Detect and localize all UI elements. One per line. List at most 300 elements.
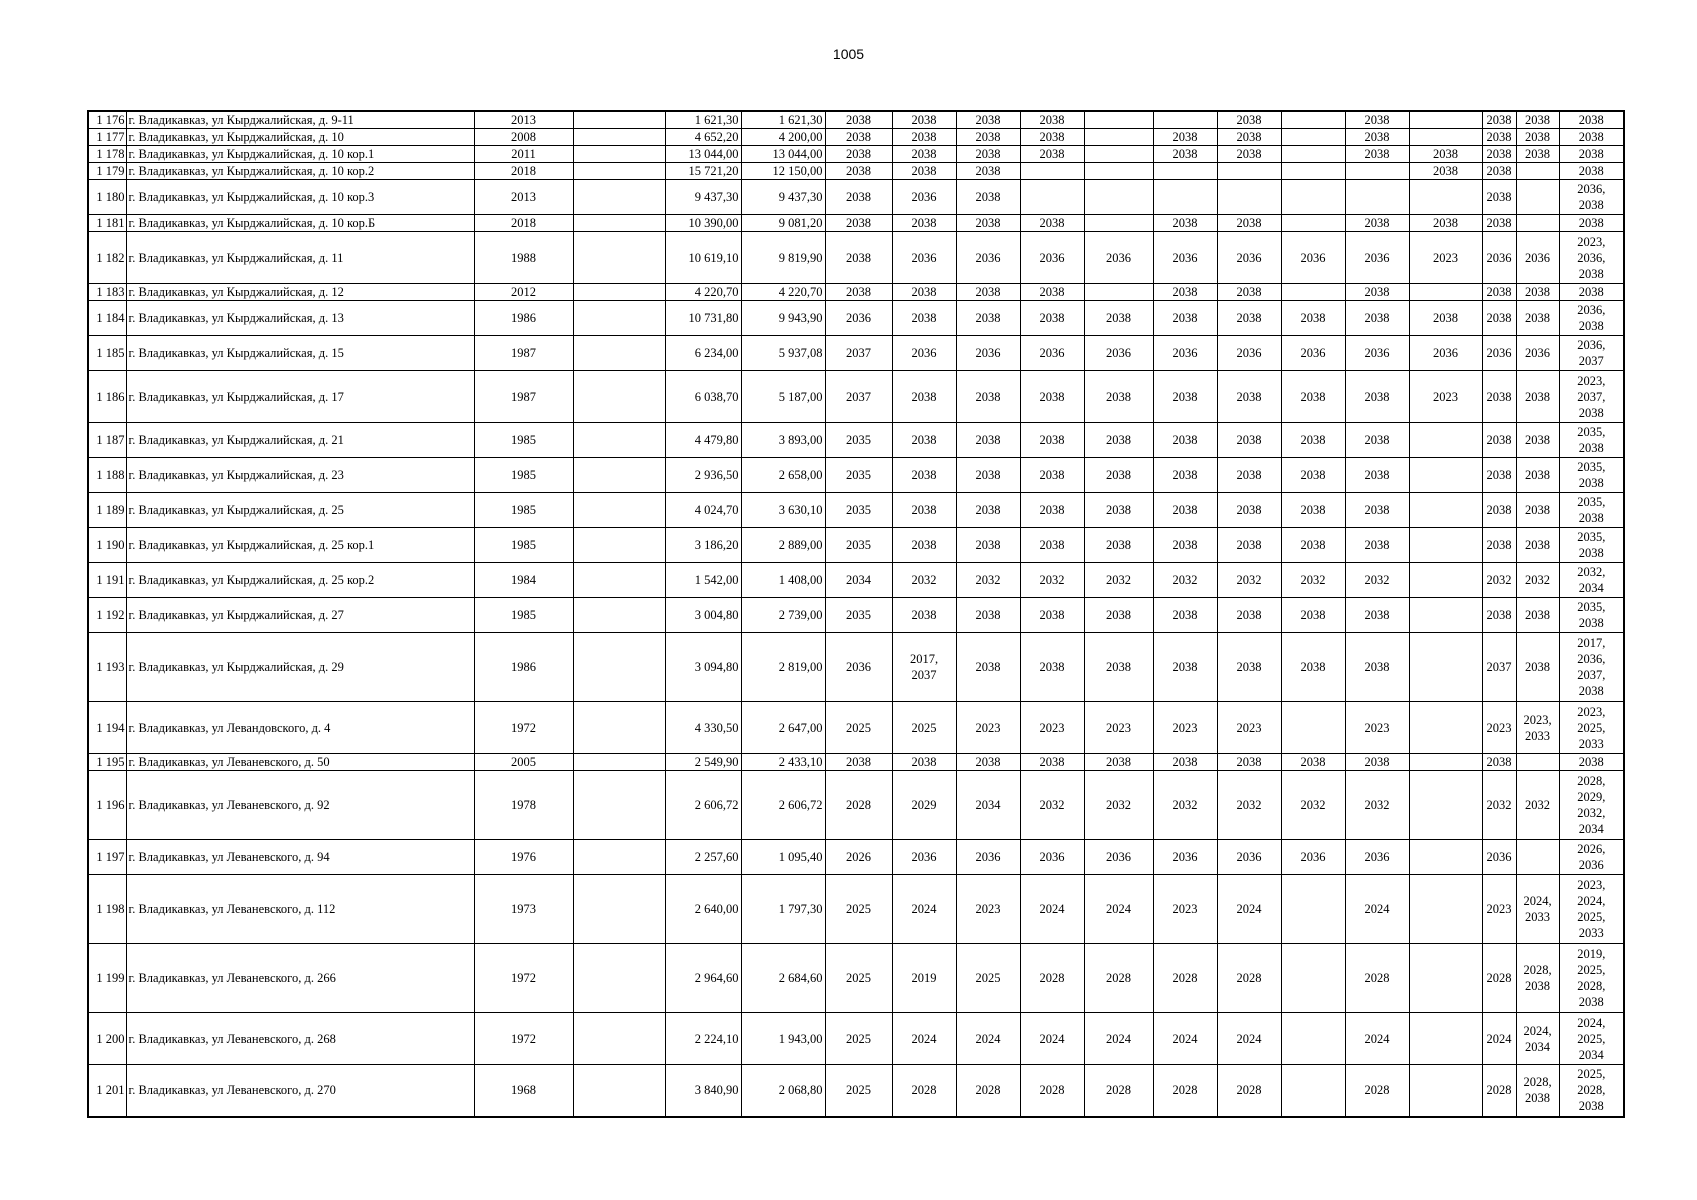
- address-cell: г. Владикавказ, ул Кырджалийская, д. 11: [126, 232, 474, 284]
- repair-year-cell: 2038: [892, 458, 956, 493]
- table-row: [88, 336, 1624, 371]
- living-area-cell: 1 408,00: [741, 563, 825, 598]
- repair-year-cell: [1084, 129, 1153, 146]
- living-area-cell: 3 893,00: [741, 423, 825, 458]
- repair-year-cell: 2036: [1516, 336, 1559, 371]
- build-year-cell: 2018: [474, 215, 573, 232]
- repair-year-cell: 2038: [1516, 493, 1559, 528]
- repair-year-cell: 2038: [1020, 528, 1084, 563]
- repair-year-cell: [1020, 163, 1084, 180]
- build-year-cell: 1985: [474, 423, 573, 458]
- repair-year-cell: 2023: [1153, 702, 1217, 754]
- repair-year-cell: [1516, 754, 1559, 771]
- repair-year-cell: 2038: [1559, 111, 1624, 129]
- repair-year-cell: 2036: [1482, 840, 1516, 875]
- repair-year-cell: 2038: [1217, 423, 1281, 458]
- repair-year-cell: 2038: [1516, 458, 1559, 493]
- repair-year-cell: 2032: [1020, 563, 1084, 598]
- repair-year-cell: 2038: [956, 111, 1020, 129]
- repair-year-cell: 2023: [1409, 232, 1482, 284]
- repair-year-cell: 2028: [1084, 1065, 1153, 1117]
- repair-year-cell: [1281, 875, 1345, 944]
- living-area-cell: 2 684,60: [741, 944, 825, 1013]
- empty-cell: [573, 163, 665, 180]
- repair-year-cell: 2038: [1409, 301, 1482, 336]
- build-year-cell: 2011: [474, 146, 573, 163]
- repair-year-cell: 2024: [1345, 875, 1409, 944]
- repair-year-cell: 2035, 2038: [1559, 493, 1624, 528]
- repair-year-cell: 2036: [1281, 336, 1345, 371]
- build-year-cell: 1985: [474, 458, 573, 493]
- repair-year-cell: [1409, 1065, 1482, 1117]
- repair-year-cell: 2024: [892, 875, 956, 944]
- repair-year-cell: [1516, 180, 1559, 215]
- repair-year-cell: 2029: [892, 771, 956, 840]
- repair-year-cell: 2038: [892, 111, 956, 129]
- total-area-cell: 13 044,00: [665, 146, 741, 163]
- repair-year-cell: 2036, 2038: [1559, 301, 1624, 336]
- empty-cell: [573, 180, 665, 215]
- repair-year-cell: 2028: [825, 771, 892, 840]
- repair-year-cell: 2028: [1217, 1065, 1281, 1117]
- repair-year-cell: 2032, 2034: [1559, 563, 1624, 598]
- empty-cell: [573, 129, 665, 146]
- repair-year-cell: 2023: [1020, 702, 1084, 754]
- empty-cell: [573, 371, 665, 423]
- repair-year-cell: 2036: [1217, 336, 1281, 371]
- repair-year-cell: [1409, 423, 1482, 458]
- repair-year-cell: 2038: [825, 232, 892, 284]
- repair-year-cell: 2038: [1482, 423, 1516, 458]
- build-year-cell: 1978: [474, 771, 573, 840]
- repair-year-cell: 2019, 2025, 2028, 2038: [1559, 944, 1624, 1013]
- repair-year-cell: 2032: [1482, 563, 1516, 598]
- repair-year-cell: 2036, 2037: [1559, 336, 1624, 371]
- repair-year-cell: [1345, 180, 1409, 215]
- repair-year-cell: 2038: [1153, 215, 1217, 232]
- row-number-cell: 1 183: [88, 284, 126, 301]
- repair-year-cell: 2038: [1345, 111, 1409, 129]
- repair-year-cell: 2038: [1153, 301, 1217, 336]
- repair-year-cell: [1409, 771, 1482, 840]
- repair-year-cell: [1409, 528, 1482, 563]
- table-row: [88, 301, 1624, 336]
- repair-year-cell: 2023, 2037, 2038: [1559, 371, 1624, 423]
- address-cell: г. Владикавказ, ул Кырджалийская, д. 21: [126, 423, 474, 458]
- repair-year-cell: 2038: [1345, 633, 1409, 702]
- repair-year-cell: 2038: [1345, 493, 1409, 528]
- repair-year-cell: 2038: [1345, 129, 1409, 146]
- repair-year-cell: 2036: [892, 180, 956, 215]
- repair-year-cell: 2028: [1217, 944, 1281, 1013]
- living-area-cell: 2 647,00: [741, 702, 825, 754]
- address-cell: г. Владикавказ, ул Кырджалийская, д. 27: [126, 598, 474, 633]
- repair-year-cell: 2032: [1084, 771, 1153, 840]
- row-number-cell: 1 198: [88, 875, 126, 944]
- build-year-cell: 1987: [474, 336, 573, 371]
- repair-year-cell: 2038: [1084, 633, 1153, 702]
- repair-year-cell: 2038: [1559, 284, 1624, 301]
- total-area-cell: 10 619,10: [665, 232, 741, 284]
- repair-year-cell: 2036: [1020, 840, 1084, 875]
- repair-year-cell: 2038: [1084, 754, 1153, 771]
- total-area-cell: 4 479,80: [665, 423, 741, 458]
- total-area-cell: 2 964,60: [665, 944, 741, 1013]
- repair-year-cell: [1281, 1065, 1345, 1117]
- repair-year-cell: [1516, 163, 1559, 180]
- repair-year-cell: 2038: [1281, 458, 1345, 493]
- total-area-cell: 3 186,20: [665, 528, 741, 563]
- repair-year-cell: 2038: [1084, 423, 1153, 458]
- repair-year-cell: 2038: [825, 215, 892, 232]
- build-year-cell: 2008: [474, 129, 573, 146]
- repair-year-cell: 2028: [1084, 944, 1153, 1013]
- repair-year-cell: 2038: [1020, 146, 1084, 163]
- total-area-cell: 2 606,72: [665, 771, 741, 840]
- address-cell: г. Владикавказ, ул Кырджалийская, д. 10 кор.1: [126, 146, 474, 163]
- repair-year-cell: 2036: [1153, 840, 1217, 875]
- address-cell: г. Владикавказ, ул Кырджалийская, д. 29: [126, 633, 474, 702]
- address-cell: г. Владикавказ, ул Леваневского, д. 266: [126, 944, 474, 1013]
- repair-year-cell: 2038: [1217, 371, 1281, 423]
- repair-year-cell: 2035: [825, 598, 892, 633]
- repair-year-cell: [1409, 840, 1482, 875]
- repair-year-cell: 2038: [1559, 129, 1624, 146]
- repair-year-cell: 2038: [956, 215, 1020, 232]
- address-cell: г. Владикавказ, ул Кырджалийская, д. 9-11: [126, 111, 474, 129]
- repair-year-cell: 2036: [956, 336, 1020, 371]
- address-cell: г. Владикавказ, ул Левандовского, д. 4: [126, 702, 474, 754]
- table-row: [88, 840, 1624, 875]
- repair-year-cell: 2036: [825, 301, 892, 336]
- living-area-cell: 9 081,20: [741, 215, 825, 232]
- row-number-cell: 1 179: [88, 163, 126, 180]
- build-year-cell: 2013: [474, 180, 573, 215]
- repair-year-cell: 2038: [956, 754, 1020, 771]
- repair-year-cell: 2038: [892, 215, 956, 232]
- repair-year-cell: 2024: [892, 1013, 956, 1065]
- living-area-cell: 4 220,70: [741, 284, 825, 301]
- repair-year-cell: 2038: [892, 423, 956, 458]
- repair-year-cell: 2038: [892, 493, 956, 528]
- repair-year-cell: 2032: [1217, 771, 1281, 840]
- repair-year-cell: 2028: [1482, 944, 1516, 1013]
- total-area-cell: 3 004,80: [665, 598, 741, 633]
- repair-year-cell: 2038: [1281, 423, 1345, 458]
- address-cell: г. Владикавказ, ул Кырджалийская, д. 25 кор.1: [126, 528, 474, 563]
- repair-year-cell: 2038: [1217, 754, 1281, 771]
- repair-year-cell: 2038: [1153, 284, 1217, 301]
- repair-year-cell: 2038: [1020, 371, 1084, 423]
- repair-year-cell: 2038: [1153, 754, 1217, 771]
- build-year-cell: 2013: [474, 111, 573, 129]
- empty-cell: [573, 1013, 665, 1065]
- repair-year-cell: [1281, 702, 1345, 754]
- repair-year-cell: 2038: [892, 754, 956, 771]
- total-area-cell: 10 731,80: [665, 301, 741, 336]
- repair-year-cell: 2038: [956, 633, 1020, 702]
- repair-year-cell: 2023, 2025, 2033: [1559, 702, 1624, 754]
- empty-cell: [573, 284, 665, 301]
- build-year-cell: 1972: [474, 944, 573, 1013]
- repair-year-cell: 2038: [1153, 129, 1217, 146]
- table-row: [88, 163, 1624, 180]
- total-area-cell: 3 094,80: [665, 633, 741, 702]
- repair-year-cell: 2038: [1516, 598, 1559, 633]
- living-area-cell: 2 658,00: [741, 458, 825, 493]
- total-area-cell: 4 024,70: [665, 493, 741, 528]
- repair-year-cell: 2038: [1217, 528, 1281, 563]
- repair-year-cell: 2038: [956, 598, 1020, 633]
- row-number-cell: 1 186: [88, 371, 126, 423]
- table-row: [88, 232, 1624, 284]
- repair-year-cell: [1345, 163, 1409, 180]
- repair-year-cell: [1516, 840, 1559, 875]
- repair-year-cell: [1217, 163, 1281, 180]
- living-area-cell: 1 797,30: [741, 875, 825, 944]
- row-number-cell: 1 177: [88, 129, 126, 146]
- repair-year-cell: 2025: [825, 944, 892, 1013]
- row-number-cell: 1 176: [88, 111, 126, 129]
- empty-cell: [573, 633, 665, 702]
- repair-year-cell: [1084, 163, 1153, 180]
- repair-year-cell: 2038: [1482, 754, 1516, 771]
- repair-year-cell: [1281, 215, 1345, 232]
- repair-year-cell: 2038: [892, 146, 956, 163]
- repair-year-cell: 2038: [956, 371, 1020, 423]
- page-number: 1005: [832, 46, 865, 62]
- repair-year-cell: 2038: [1345, 423, 1409, 458]
- repair-year-cell: 2038: [1482, 111, 1516, 129]
- repair-year-cell: [1281, 284, 1345, 301]
- empty-cell: [573, 423, 665, 458]
- repair-year-cell: [1281, 146, 1345, 163]
- repair-year-cell: 2038: [1084, 493, 1153, 528]
- repair-year-cell: [1020, 180, 1084, 215]
- repair-year-cell: 2038: [1345, 215, 1409, 232]
- repair-year-cell: 2036: [1084, 336, 1153, 371]
- row-number-cell: 1 191: [88, 563, 126, 598]
- repair-year-cell: [1409, 129, 1482, 146]
- repair-year-cell: 2038: [1281, 371, 1345, 423]
- repair-year-cell: 2038: [1482, 598, 1516, 633]
- repair-year-cell: [1084, 111, 1153, 129]
- repair-year-cell: 2038: [956, 180, 1020, 215]
- repair-year-cell: 2038: [1153, 528, 1217, 563]
- repair-year-cell: 2028: [1345, 1065, 1409, 1117]
- living-area-cell: 5 937,08: [741, 336, 825, 371]
- row-number-cell: 1 192: [88, 598, 126, 633]
- repair-year-cell: 2038: [1084, 371, 1153, 423]
- total-area-cell: 15 721,20: [665, 163, 741, 180]
- repair-year-cell: [1153, 111, 1217, 129]
- repair-year-cell: 2023: [956, 875, 1020, 944]
- repair-year-cell: 2024: [1084, 875, 1153, 944]
- repair-year-cell: 2023, 2033: [1516, 702, 1559, 754]
- row-number-cell: 1 189: [88, 493, 126, 528]
- repair-year-cell: [1516, 215, 1559, 232]
- repair-year-cell: 2038: [1345, 301, 1409, 336]
- repair-year-cell: [1153, 180, 1217, 215]
- table-row: [88, 493, 1624, 528]
- repair-year-cell: 2038: [1559, 146, 1624, 163]
- repair-year-cell: [1281, 111, 1345, 129]
- address-cell: г. Владикавказ, ул Кырджалийская, д. 10: [126, 129, 474, 146]
- repair-year-cell: 2038: [1482, 301, 1516, 336]
- repair-year-cell: 2038: [1345, 528, 1409, 563]
- repair-year-cell: 2025: [825, 875, 892, 944]
- repair-year-cell: 2036: [1281, 232, 1345, 284]
- repair-year-cell: 2025, 2028, 2038: [1559, 1065, 1624, 1117]
- repair-year-cell: 2038: [1516, 633, 1559, 702]
- repair-year-cell: 2038: [1217, 129, 1281, 146]
- repair-year-cell: 2038: [1281, 633, 1345, 702]
- repair-year-cell: 2036: [892, 840, 956, 875]
- total-area-cell: 2 257,60: [665, 840, 741, 875]
- living-area-cell: 12 150,00: [741, 163, 825, 180]
- row-number-cell: 1 184: [88, 301, 126, 336]
- repair-year-cell: 2036: [956, 840, 1020, 875]
- repair-year-cell: 2023: [956, 702, 1020, 754]
- build-year-cell: 1976: [474, 840, 573, 875]
- repair-year-cell: 2038: [1217, 493, 1281, 528]
- build-year-cell: 1973: [474, 875, 573, 944]
- repair-year-cell: 2028: [892, 1065, 956, 1117]
- address-cell: г. Владикавказ, ул Леваневского, д. 94: [126, 840, 474, 875]
- repair-year-cell: 2038: [1084, 528, 1153, 563]
- living-area-cell: 1 943,00: [741, 1013, 825, 1065]
- repair-year-cell: 2025: [825, 1013, 892, 1065]
- repair-year-cell: 2038: [825, 284, 892, 301]
- repair-year-cell: 2028: [1153, 1065, 1217, 1117]
- empty-cell: [573, 458, 665, 493]
- repair-year-cell: 2038: [1217, 111, 1281, 129]
- row-number-cell: 1 197: [88, 840, 126, 875]
- repair-year-cell: 2028, 2038: [1516, 944, 1559, 1013]
- repair-year-cell: 2036: [956, 232, 1020, 284]
- repair-year-cell: 2024, 2033: [1516, 875, 1559, 944]
- living-area-cell: 2 606,72: [741, 771, 825, 840]
- row-number-cell: 1 181: [88, 215, 126, 232]
- repair-year-cell: 2038: [1482, 284, 1516, 301]
- repair-year-cell: 2038: [1281, 598, 1345, 633]
- row-number-cell: 1 199: [88, 944, 126, 1013]
- repair-year-cell: 2036: [1153, 232, 1217, 284]
- living-area-cell: 3 630,10: [741, 493, 825, 528]
- empty-cell: [573, 146, 665, 163]
- repair-year-cell: 2038: [892, 284, 956, 301]
- repair-year-cell: [1409, 493, 1482, 528]
- repair-year-cell: 2028: [956, 1065, 1020, 1117]
- repair-year-cell: 2038: [825, 111, 892, 129]
- repair-year-cell: 2036, 2038: [1559, 180, 1624, 215]
- repair-year-cell: 2038: [1345, 754, 1409, 771]
- table-row: [88, 180, 1624, 215]
- repair-year-cell: 2038: [892, 129, 956, 146]
- repair-year-cell: 2038: [1345, 284, 1409, 301]
- table-row: [88, 1065, 1624, 1117]
- build-year-cell: 1986: [474, 301, 573, 336]
- repair-year-cell: 2038: [956, 284, 1020, 301]
- repair-year-cell: 2036: [1482, 232, 1516, 284]
- table-row: [88, 371, 1624, 423]
- repair-year-cell: 2017, 2036, 2037, 2038: [1559, 633, 1624, 702]
- empty-cell: [573, 301, 665, 336]
- repair-year-cell: 2028: [1020, 944, 1084, 1013]
- repair-year-cell: 2038: [956, 163, 1020, 180]
- repair-year-cell: 2038: [1516, 146, 1559, 163]
- address-cell: г. Владикавказ, ул Кырджалийская, д. 10 кор.3: [126, 180, 474, 215]
- repair-year-cell: [1409, 702, 1482, 754]
- empty-cell: [573, 336, 665, 371]
- empty-cell: [573, 702, 665, 754]
- repair-year-cell: 2032: [956, 563, 1020, 598]
- repair-year-cell: 2026: [825, 840, 892, 875]
- repair-year-cell: 2035, 2038: [1559, 528, 1624, 563]
- build-year-cell: 1968: [474, 1065, 573, 1117]
- address-cell: г. Владикавказ, ул Кырджалийская, д. 23: [126, 458, 474, 493]
- repair-year-cell: [1217, 180, 1281, 215]
- repair-year-cell: 2028: [1345, 944, 1409, 1013]
- repair-year-cell: 2024: [1345, 1013, 1409, 1065]
- repair-year-cell: [1281, 944, 1345, 1013]
- empty-cell: [573, 215, 665, 232]
- repair-year-cell: [1409, 875, 1482, 944]
- repair-year-cell: 2038: [1020, 598, 1084, 633]
- repair-year-cell: 2037: [1482, 633, 1516, 702]
- repair-year-cell: 2037: [825, 336, 892, 371]
- repair-year-cell: 2036: [825, 633, 892, 702]
- address-cell: г. Владикавказ, ул Леваневского, д. 268: [126, 1013, 474, 1065]
- repair-year-cell: 2038: [825, 146, 892, 163]
- repair-year-cell: 2038: [825, 163, 892, 180]
- repair-year-cell: 2038: [1281, 301, 1345, 336]
- repair-year-cell: 2024: [1020, 875, 1084, 944]
- total-area-cell: 4 652,20: [665, 129, 741, 146]
- empty-cell: [573, 754, 665, 771]
- repair-year-cell: 2038: [1482, 458, 1516, 493]
- repair-year-cell: 2017, 2037: [892, 633, 956, 702]
- row-number-cell: 1 201: [88, 1065, 126, 1117]
- repair-year-cell: 2038: [1217, 633, 1281, 702]
- repair-year-cell: 2038: [1084, 301, 1153, 336]
- build-year-cell: 1985: [474, 528, 573, 563]
- repair-year-cell: 2023: [1217, 702, 1281, 754]
- repair-year-cell: 2038: [1217, 215, 1281, 232]
- living-area-cell: 5 187,00: [741, 371, 825, 423]
- repair-year-cell: 2028: [1482, 1065, 1516, 1117]
- address-cell: г. Владикавказ, ул Леваневского, д. 270: [126, 1065, 474, 1117]
- repair-year-cell: 2038: [1516, 284, 1559, 301]
- repair-year-cell: 2038: [1153, 493, 1217, 528]
- repair-year-cell: 2036: [1020, 336, 1084, 371]
- total-area-cell: 4 330,50: [665, 702, 741, 754]
- repair-year-cell: 2038: [1020, 458, 1084, 493]
- table-row: [88, 754, 1624, 771]
- repair-year-cell: 2036: [1281, 840, 1345, 875]
- total-area-cell: 6 234,00: [665, 336, 741, 371]
- repair-year-cell: [1409, 598, 1482, 633]
- build-year-cell: 1972: [474, 1013, 573, 1065]
- repair-year-cell: 2036: [1345, 336, 1409, 371]
- repair-year-cell: 2038: [892, 371, 956, 423]
- total-area-cell: 2 640,00: [665, 875, 741, 944]
- repair-year-cell: 2038: [1482, 146, 1516, 163]
- repair-year-cell: [1409, 754, 1482, 771]
- repair-year-cell: 2032: [1020, 771, 1084, 840]
- repair-year-cell: 2034: [956, 771, 1020, 840]
- repair-year-cell: 2032: [1281, 563, 1345, 598]
